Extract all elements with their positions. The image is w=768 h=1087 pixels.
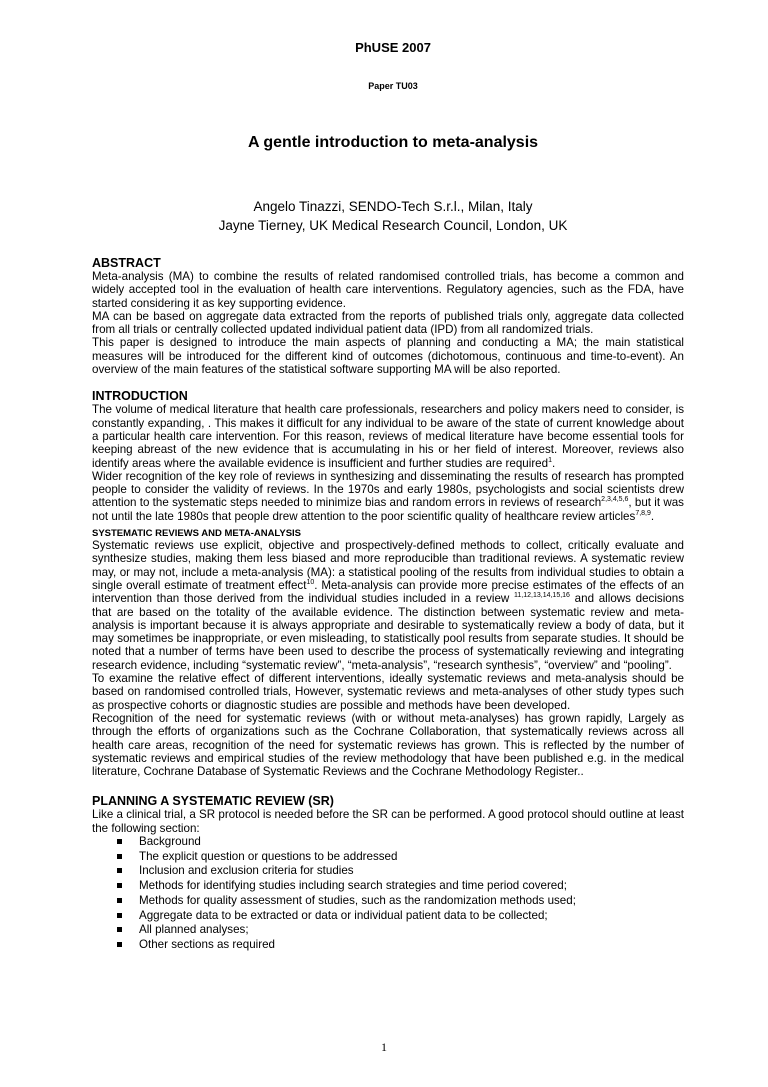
systematic-review-section [92,528,684,778]
square-bullet-icon [117,839,122,844]
conference-name: PhUSE 2007 [355,40,431,55]
abstract-paragraph: This paper is designed to introduce the main aspects of planning and conducting a MA; the main statistical measures will be introduced for the different kind of outcomes (dichotomous, continuous and time-to-event). An overview of the main features of the statistical software supporting MA will be also reported. [92,336,684,377]
list-item [117,923,684,938]
introduction-section [92,389,684,523]
square-bullet-icon [117,854,122,859]
paper-number: Paper TU03 [368,81,418,91]
square-bullet-icon [117,868,122,873]
abstract-section [92,256,684,376]
author-line: Angelo Tinazzi, SENDO-Tech S.r.l., Milan, Italy [253,199,533,214]
square-bullet-icon [117,913,122,918]
page-number: 1 [381,1040,387,1054]
intro-paragraph [92,470,684,523]
list-item [117,850,684,865]
paper-title: A gentle introduction to meta-analysis [247,134,539,151]
list-item [117,938,684,953]
list-item-text: Other sections as required [139,937,275,951]
author-block [102,197,684,235]
list-item-text: Methods for identifying studies including search strategies and time period covered; [139,879,567,893]
citation-ref: 11,12,13,14,15,16 [514,592,570,600]
list-item-text: Aggregate data to be extracted or data or individual patient data to be collected; [139,908,548,922]
citation-ref: 7,8,9 [635,509,651,517]
list-item [117,894,684,909]
protocol-sections-list [92,835,684,953]
section-heading: PLANNING A SYSTEMATIC REVIEW (SR) [92,794,334,809]
square-bullet-icon [117,898,122,903]
citation-ref: 10 [306,578,315,586]
list-item [117,835,684,850]
citation-ref: 2,3,4,5,6 [601,496,629,504]
square-bullet-icon [117,927,122,932]
paragraph-text: The volume of medical literature that health care professionals, researchers and policy makers need to consider, is constantly expanding, . This makes it difficult for any individual to be aware of the state of current knowledge about a particular health care intervention. For this reason, reviews of medical literature have become essential tools for keeping abreast of the new evidence that is accumulating in his or her field of interest. Moreover, reviews also identify areas where the available evidence is insufficient and further studies are required [92,403,684,470]
list-item-text: Methods for quality assessment of studies, such as the randomization methods used; [139,893,576,907]
section-heading: ABSTRACT [92,256,161,270]
subsection-heading: SYSTEMATIC REVIEWS AND META-ANALYSIS [92,528,302,540]
square-bullet-icon [117,883,122,888]
paragraph-text: , but it was not until the late 1980s that people drew attention to the poor scientific quality of healthcare review articles [92,496,684,523]
body-paragraph: Like a clinical trial, a SR protocol is needed before the SR can be performed. A good protocol should outline at least the following section: [92,808,684,835]
body-paragraph [92,539,684,672]
paragraph-text: . [650,509,655,523]
intro-paragraph [92,403,684,469]
body-paragraph: To examine the relative effect of different interventions, ideally systematic reviews and meta-analysis should be based on randomised controlled trials, However, systematic reviews and meta-analyses of other study types such as prospective cohorts or diagnostic studies are possible and methods have been developed. [92,672,684,712]
paragraph-text: . Meta-analysis can provide more precise estimates of the effects of an intervention than those derived from the individual studies included in a review [92,578,685,606]
abstract-paragraph: MA can be based on aggregate data extracted from the reports of published trials only, aggregate data collected from all trials or centrally collected updated individual patient data (IPD) from all randomized trials. [92,309,684,337]
list-item-text: The explicit question or questions to be addressed [139,849,398,863]
paragraph-text: Wider recognition of the key role of reviews in synthesizing and disseminating the results of research has prompted people to consider the validity of reviews. In the 1970s and early 1980s, psychologists and social scientists drew attention to the systematic steps needed to minimize bias and random errors in reviews of research [92,469,684,510]
body-paragraph: Recognition of the need for systematic reviews (with or without meta-analyses) has grown rapidly, Largely as through the efforts of organizations such as the Cochrane Collaboration, that systematically reviews across all health care areas, recognition of the need for systematic reviews has grown. This is reflected by the number of systematic reviews and empirical studies of the review methodology that have been published e.g. in the medical literature, Cochrane Database of Systematic Reviews and the Cochrane Methodology Register.. [92,711,684,779]
list-item-text: All planned analyses; [139,923,249,937]
abstract-paragraph: Meta-analysis (MA) to combine the results of related randomised controlled trials, has become a common and widely accepted tool in the evaluation of health care interventions. Regulatory agencies, such as the FDA, have started considering it as key supporting evidence. [92,270,684,310]
author-line: Jayne Tierney, UK Medical Research Council, London, UK [218,218,568,233]
paragraph-text: and allows decisions that are based on the totality of the available evidence. The distinction between systematic review and meta-analysis is important because it is always appropriate and desirable to systematically review a body of data, but it may sometimes be inappropriate, or even misleading, to statistically pool results from separate studies. It should be noted that a number of terms have been used to describe the process of systematically reviewing and integrating research evidence, including “systematic review”, “meta-analysis”, “research synthesis”, “overview” and “pooling”. [92,592,684,672]
list-item [117,864,684,879]
list-item [117,909,684,924]
citation-ref: 1 [548,456,552,464]
paragraph-text: Systematic reviews use explicit, objective and prospectively-defined methods to collect, critically evaluate and synthesize studies, making them less biased and more reproducible than traditional reviews. A systematic review may, or may not, include a meta-analysis (MA): a statistical pooling of the results from individual studies to obtain a single overall estimate of treatment effect [92,539,684,592]
section-heading: INTRODUCTION [92,389,188,404]
list-item [117,879,684,894]
planning-section [92,794,684,952]
square-bullet-icon [117,942,122,947]
list-item-text: Background [139,834,201,848]
paragraph-text: . [551,456,556,470]
list-item-text: Inclusion and exclusion criteria for studies [139,864,354,878]
